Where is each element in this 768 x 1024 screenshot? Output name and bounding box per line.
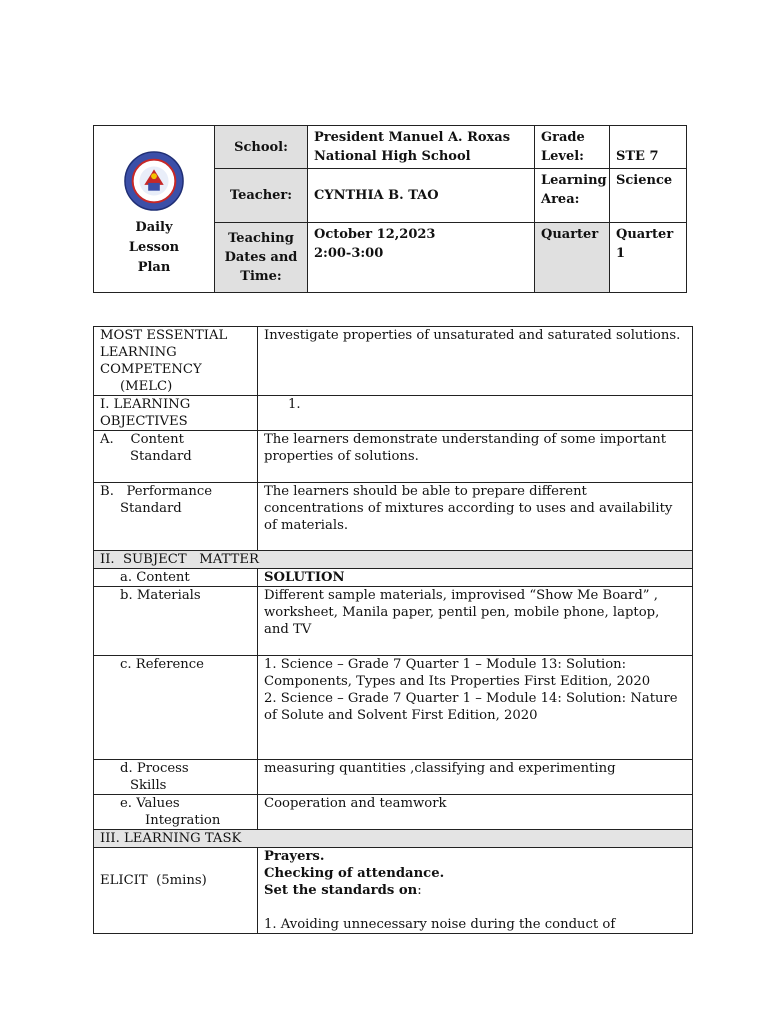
process-skills-label: d. Process Skills bbox=[94, 760, 258, 795]
area-label: Learning Area: bbox=[535, 169, 610, 223]
table-row bbox=[94, 656, 693, 760]
grade-value: STE 7 bbox=[610, 126, 687, 169]
content-label: a. Content bbox=[94, 569, 258, 587]
performance-standard-value: The learners should be able to prepare different concentrations of mixtures according to uses and availability of materials. bbox=[258, 483, 693, 551]
header-table bbox=[93, 125, 687, 293]
table-row bbox=[94, 569, 693, 587]
reference-item: 2. Science – Grade 7 Quarter 1 – Module 14: Solution: Nature of Solute and Solvent First Edition, 2020 bbox=[264, 691, 678, 723]
elicit-value bbox=[258, 848, 693, 934]
objectives-value: 1. bbox=[258, 396, 693, 431]
objectives-label: I. LEARNING OBJECTIVES bbox=[94, 396, 258, 431]
dates-label: Teaching Dates and Time: bbox=[215, 223, 308, 293]
table-row bbox=[94, 396, 693, 431]
content-standard-label: A. Content Standard bbox=[94, 431, 258, 483]
table-row bbox=[94, 848, 693, 934]
dates-value-date: October 12,2023 bbox=[314, 227, 436, 242]
table-row bbox=[94, 760, 693, 795]
table-row bbox=[94, 483, 693, 551]
materials-value: Different sample materials, improvised “Show Me Board” , worksheet, Manila paper, pentil pen, mobile phone, laptop, and TV bbox=[258, 587, 693, 656]
section-row bbox=[94, 551, 693, 569]
teacher-value: CYNTHIA B. TAO bbox=[308, 169, 535, 223]
quarter-value: Quarter 1 bbox=[610, 223, 687, 293]
school-label: School: bbox=[215, 126, 308, 169]
melc-label: MOST ESSENTIAL LEARNING COMPETENCY (MELC) bbox=[94, 327, 258, 396]
learning-task-heading: III. LEARNING TASK bbox=[94, 830, 693, 848]
melc-value: Investigate properties of unsaturated and saturated solutions. bbox=[258, 327, 693, 396]
title-line: Daily bbox=[135, 220, 173, 235]
dates-value bbox=[308, 223, 535, 293]
daily-lesson-plan-title bbox=[100, 218, 208, 278]
performance-standard-label: B. Performance Standard bbox=[94, 483, 258, 551]
title-cell bbox=[94, 126, 215, 293]
values-integration-value: Cooperation and teamwork bbox=[258, 795, 693, 830]
quarter-label: Quarter bbox=[535, 223, 610, 293]
teacher-label: Teacher: bbox=[215, 169, 308, 223]
table-row bbox=[94, 327, 693, 396]
elicit-item: Checking of attendance. bbox=[264, 866, 445, 881]
elicit-item: Prayers. bbox=[264, 849, 325, 864]
title-line: Lesson bbox=[128, 240, 180, 255]
subject-matter-heading: II. SUBJECT MATTER bbox=[94, 551, 693, 569]
lesson-plan-table bbox=[93, 326, 693, 934]
table-row bbox=[94, 795, 693, 830]
reference-value bbox=[258, 656, 693, 760]
content-standard-value: The learners demonstrate understanding of some important properties of solutions. bbox=[258, 431, 693, 483]
materials-label: b. Materials bbox=[94, 587, 258, 656]
reference-label: c. Reference bbox=[94, 656, 258, 760]
reference-item: 1. Science – Grade 7 Quarter 1 – Module 13: Solution: Components, Types and Its Properties First Edition, 2020 bbox=[264, 657, 651, 689]
process-skills-value: measuring quantities ,classifying and experimenting bbox=[258, 760, 693, 795]
table-row bbox=[94, 431, 693, 483]
table-row bbox=[94, 587, 693, 656]
section-row bbox=[94, 830, 693, 848]
grade-label: Grade Level: bbox=[535, 126, 610, 169]
elicit-label: ELICIT (5mins) bbox=[94, 848, 258, 934]
content-value: SOLUTION bbox=[258, 569, 693, 587]
deped-seal-icon bbox=[123, 150, 185, 212]
elicit-item: Set the standards on: bbox=[264, 883, 422, 898]
school-value: President Manuel A. Roxas National High School bbox=[308, 126, 535, 169]
title-line: Plan bbox=[137, 260, 171, 275]
area-value: Science bbox=[610, 169, 687, 223]
values-integration-label: e. Values Integration bbox=[94, 795, 258, 830]
dates-value-time: 2:00-3:00 bbox=[314, 246, 384, 261]
elicit-item: 1. Avoiding unnecessary noise during the conduct of bbox=[264, 917, 616, 932]
